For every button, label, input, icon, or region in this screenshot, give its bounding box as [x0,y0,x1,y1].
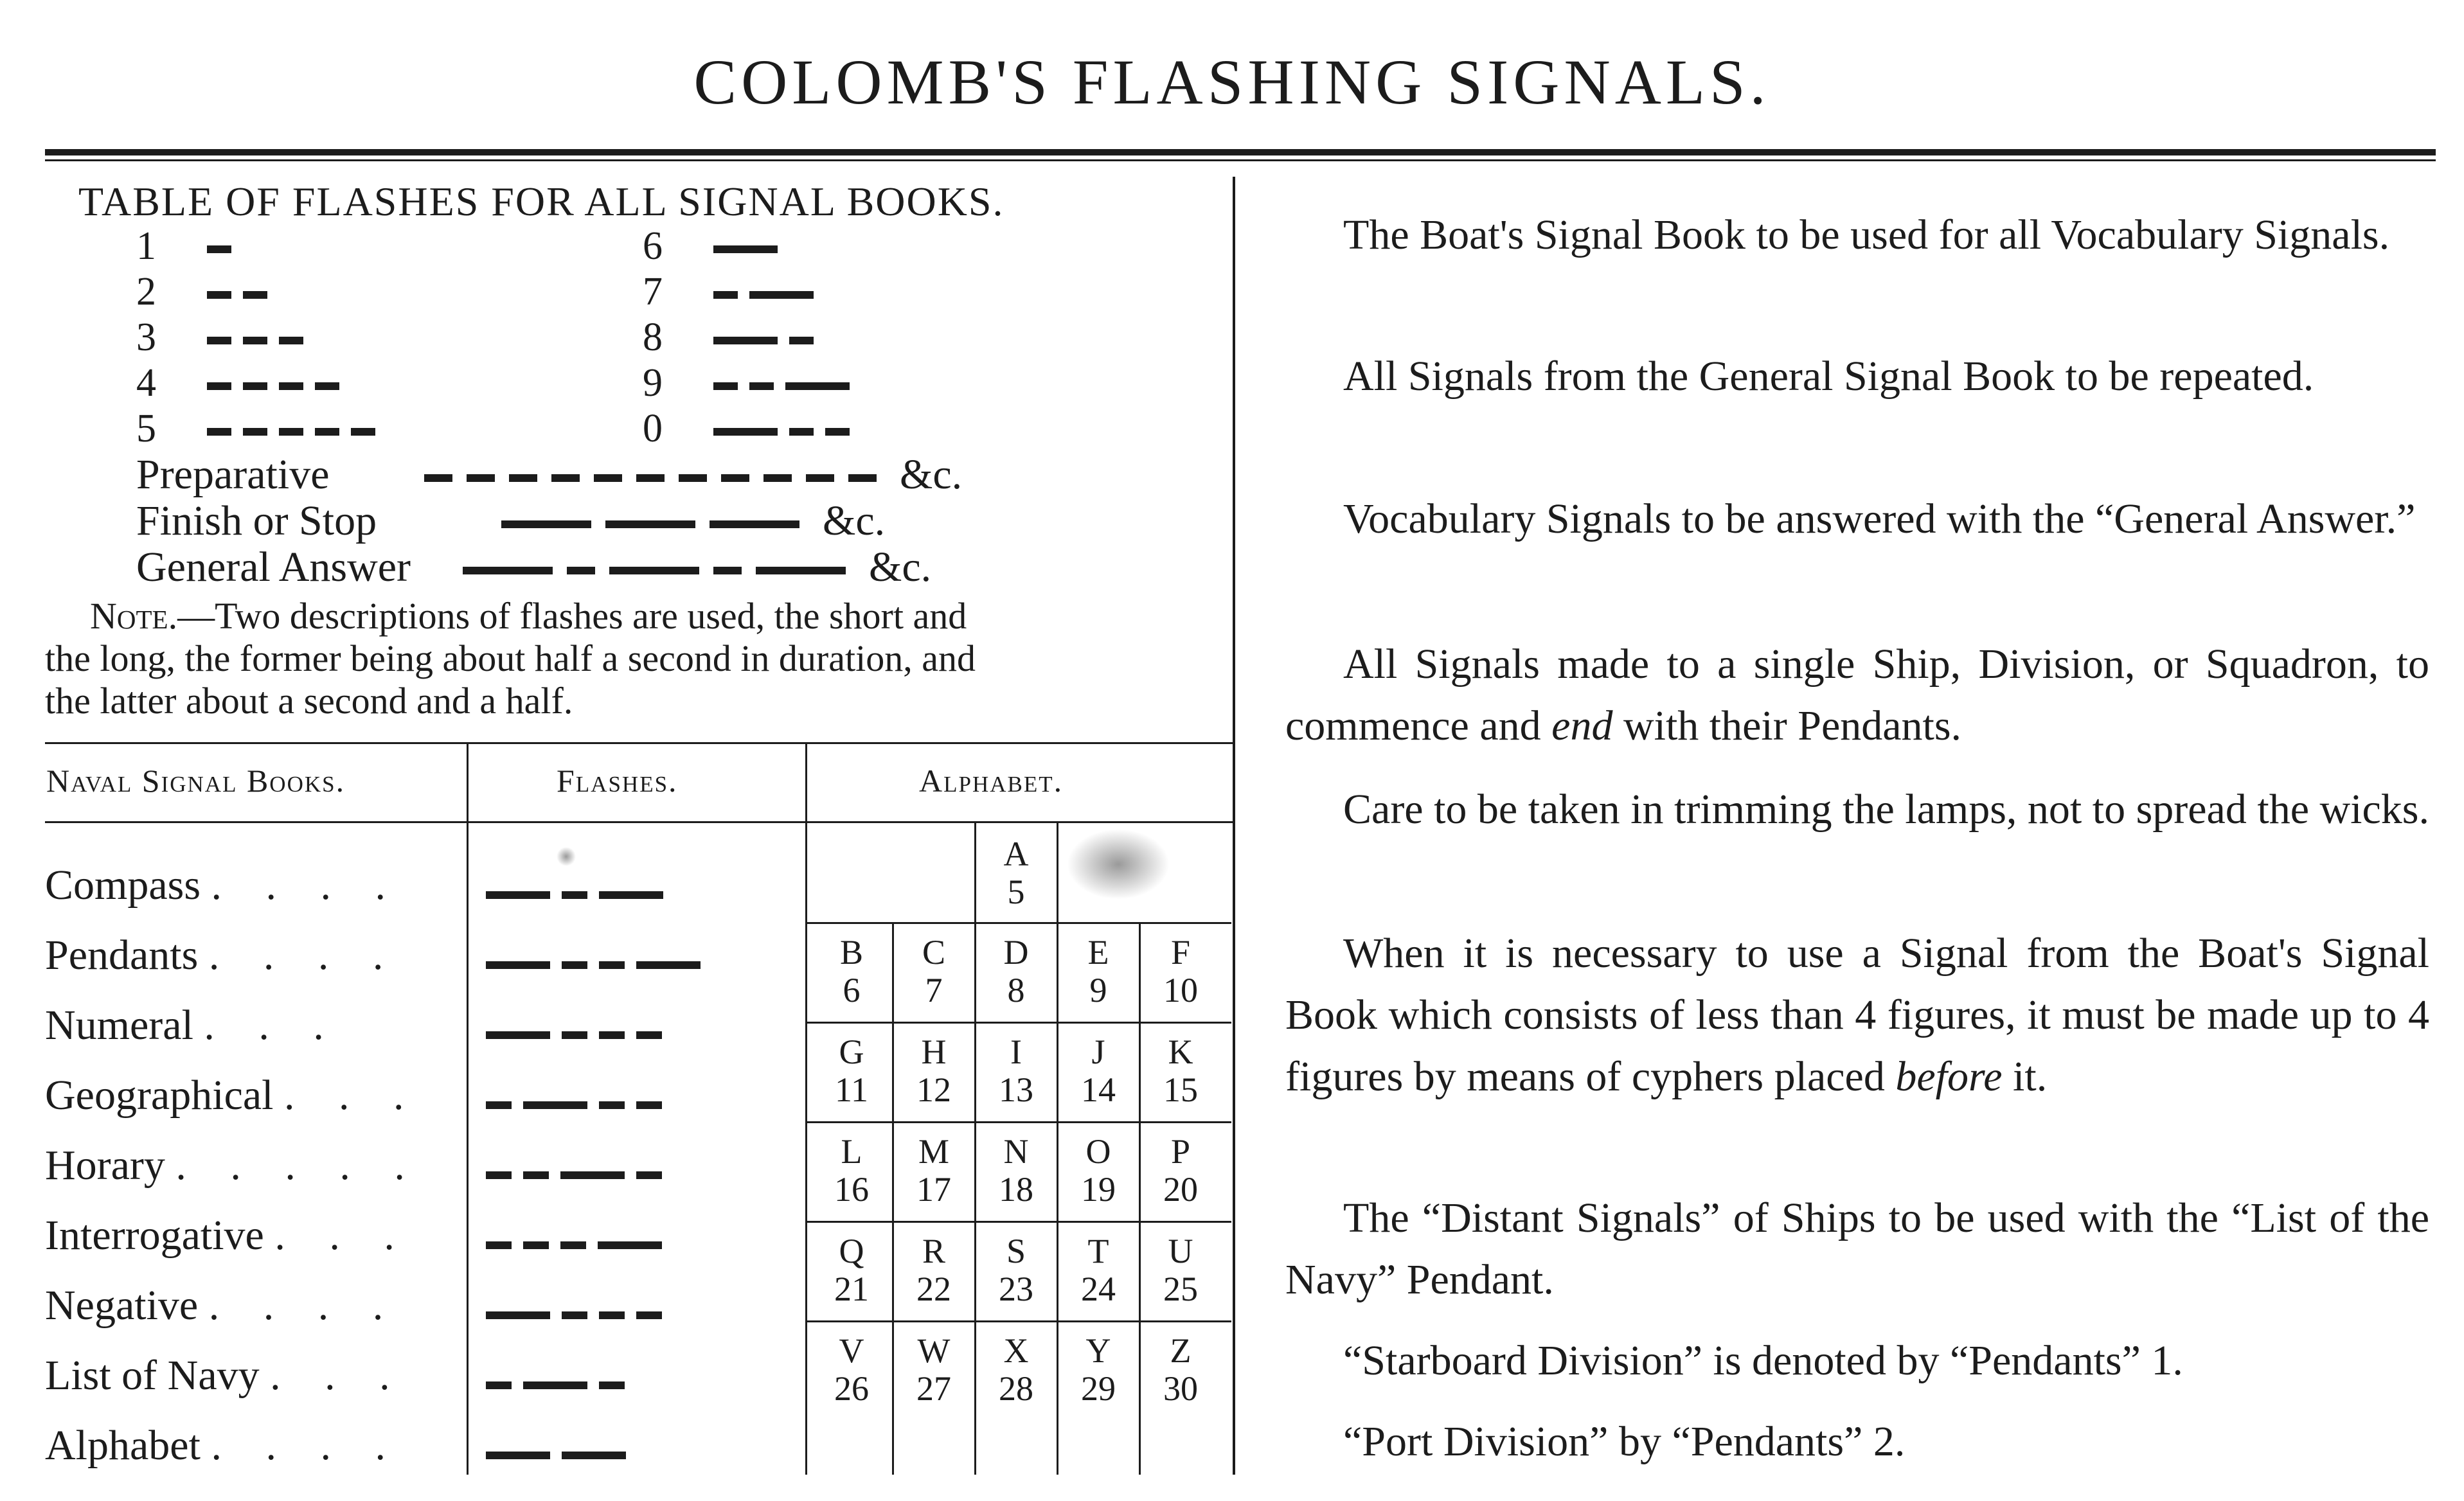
alphabet-letter: U [1168,1232,1193,1270]
short-flash [749,382,774,390]
alphabet-cell [1139,934,1222,1010]
instruction-paragraph [1285,488,2429,550]
alphabet-cell [892,1332,976,1408]
digit-label: 3 [136,315,156,359]
title-rule-thick [45,149,2436,155]
alphabet-cell [1057,1033,1140,1110]
alphabet-letter: O [1085,1132,1111,1171]
long-flash [523,1381,587,1389]
book-label: Compass [45,862,211,909]
book-name [45,1004,341,1047]
leader-dots: . . . . [208,1282,400,1329]
alphabet-number: 12 [916,1070,951,1110]
books-header-rule [45,821,1233,823]
special-suffix: &c. [823,497,886,544]
alphabet-row-rule [807,1320,1231,1322]
alphabet-number: 24 [1081,1270,1116,1309]
short-flash [467,474,495,482]
short-flash [599,1031,625,1039]
book-name [45,1214,411,1257]
short-flash [523,1241,549,1249]
long-flash [501,520,591,528]
instruction-paragraph [1285,1187,2429,1311]
instruction-emphasis: end [1551,702,1613,749]
short-flash [207,291,231,299]
short-flash [562,1311,587,1319]
digit-label: 1 [136,224,156,268]
instruction-text: Care to be taken in trimming the lamps, not to spread the wicks. [1343,786,2429,833]
alphabet-letter: H [921,1033,947,1071]
instruction-text: The Boat's Signal Book to be used for all Vocabulary Signals. [1343,211,2390,258]
digit-label: 8 [643,315,663,359]
flash-table-heading: TABLE OF FLASHES FOR ALL SIGNAL BOOKS. [78,179,1004,224]
alphabet-col-rule [1139,922,1141,1475]
note-text-1: —Two descriptions of flashes are used, the short and [177,595,967,637]
alphabet-cell [892,1232,976,1309]
book-name [45,1144,422,1187]
note-line-1 [90,595,967,637]
short-flash [713,291,738,299]
instruction-text: All Signals made to a single Ship, Division, or Squadron, to commence and [1285,641,2429,749]
short-flash [279,337,303,344]
alphabet-letter: B [839,933,864,972]
column-divider [1233,177,1235,1475]
alphabet-col-rule [1057,822,1058,1475]
short-flash [243,382,267,390]
instruction-text: “Port Division” by “Pendants” 2. [1343,1418,1906,1465]
instruction-text: with their Pendants. [1612,702,1962,749]
alphabet-letter: K [1168,1033,1193,1071]
alphabet-number: 27 [916,1369,951,1408]
alphabet-number: 11 [835,1070,868,1110]
instruction-paragraph [1285,779,2429,840]
digit-label: 4 [136,361,156,405]
alphabet-row-rule [807,1022,1231,1024]
alphabet-row-rule [807,922,1231,924]
alphabet-cell [1139,1332,1222,1408]
alphabet-letter: R [922,1232,946,1270]
alphabet-number: 28 [999,1369,1033,1408]
books-col-rule-1 [467,742,469,1475]
book-label: Interrogative [45,1212,275,1259]
alphabet-number: 25 [1163,1270,1198,1309]
book-name [45,934,400,977]
long-flash [713,245,778,253]
book-label: Numeral [45,1002,204,1049]
alphabet-row-rule [807,1121,1231,1123]
short-flash [594,474,622,482]
short-flash [243,337,267,344]
col-header-alphabet: Alphabet. [919,763,1064,799]
long-flash [486,961,550,969]
alphabet-letter: S [1006,1232,1026,1270]
short-flash [713,567,742,574]
book-name [45,1074,421,1117]
alphabet-letter: E [1087,933,1109,972]
instruction-text: When it is necessary to use a Signal from the Boat's Signal Book which consists of less than 4 figures, it must be made up to 4 figures by means of cyphers placed [1285,930,2429,1100]
special-label: Finish or Stop [136,497,377,544]
digit-label: 2 [136,270,156,314]
short-flash [560,1241,586,1249]
alphabet-letter: J [1091,1033,1105,1071]
leader-dots: . . . [284,1072,421,1119]
long-flash [599,891,663,899]
digit-label: 6 [643,224,663,268]
book-label: Pendants [45,932,209,979]
long-flash [749,291,814,299]
alphabet-letter: X [1003,1331,1029,1370]
book-label: Horary [45,1142,176,1189]
book-label: Alphabet [45,1422,211,1469]
note-label: Note. [90,595,178,637]
book-name [45,1422,402,1469]
alphabet-row-rule [807,1221,1231,1223]
alphabet-number: 18 [999,1170,1033,1209]
instruction-text: Vocabulary Signals to be answered with the “General Answer.” [1343,495,2416,542]
alphabet-number: 19 [1081,1170,1116,1209]
alphabet-letter: M [918,1132,949,1171]
alphabet-cell [1139,1033,1222,1110]
short-flash [207,428,231,436]
long-flash [486,1311,550,1319]
alphabet-letter: V [839,1331,864,1370]
short-flash [486,1171,512,1179]
leader-dots: . . . . [208,932,400,979]
short-flash [486,1101,512,1109]
short-flash [207,245,231,253]
short-flash [713,382,738,390]
alphabet-letter: I [1010,1033,1022,1071]
alphabet-number: 22 [916,1270,951,1309]
instruction-paragraph [1285,923,2429,1108]
alphabet-cell [810,1133,893,1209]
alphabet-cell [892,934,976,1010]
instruction-paragraph [1285,634,2429,757]
long-flash [636,961,701,969]
short-flash [721,474,749,482]
alphabet-letter: C [922,933,946,972]
short-flash [315,382,339,390]
long-flash [562,1452,626,1459]
short-flash [636,474,665,482]
book-label: Negative [45,1282,209,1329]
alphabet-number: 16 [834,1170,869,1209]
alphabet-letter: Q [839,1232,864,1270]
short-flash [279,382,303,390]
instruction-emphasis: before [1895,1053,2003,1100]
alphabet-cell [810,1332,893,1408]
digit-label: 9 [643,361,663,405]
short-flash [636,1031,662,1039]
alphabet-number: 30 [1163,1369,1198,1408]
long-flash [605,520,695,528]
alphabet-cell [974,1133,1058,1209]
short-flash [636,1311,662,1319]
book-name [45,864,402,907]
short-flash [315,428,339,436]
special-suffix: &c. [900,451,963,498]
instruction-paragraph [1285,204,2429,266]
short-flash [789,428,814,436]
short-flash [562,1031,587,1039]
alphabet-letter: P [1170,1132,1191,1171]
alphabet-cell [1057,934,1140,1010]
alphabet-cell [1057,1232,1140,1309]
digit-label: 5 [136,407,156,450]
short-flash [509,474,537,482]
alphabet-number: 5 [1007,873,1025,912]
title-rule-thin [45,159,2436,161]
short-flash [599,1381,625,1389]
alphabet-cell [974,835,1058,912]
short-flash [636,1101,662,1109]
short-flash [486,1381,512,1389]
alphabet-cell [1139,1133,1222,1209]
short-flash [279,428,303,436]
alphabet-number: 29 [1081,1369,1116,1408]
alphabet-letter: T [1087,1232,1109,1270]
alphabet-number: 6 [843,971,861,1010]
short-flash [763,474,792,482]
short-flash [207,337,231,344]
note-line-3: the latter about a second and a half. [45,680,573,722]
alphabet-number: 21 [834,1270,869,1309]
alphabet-letter: Y [1085,1331,1111,1370]
alphabet-col-rule [974,822,976,1475]
leader-dots: . . . [274,1212,411,1259]
leader-dots: . . . . [211,862,403,909]
short-flash [825,428,850,436]
short-flash [599,961,625,969]
short-flash [806,474,834,482]
books-col-rule-2 [805,742,807,1475]
alphabet-letter: F [1170,933,1191,972]
instruction-text: The “Distant Signals” of Ships to be used with the “List of the Navy” Pendant. [1285,1195,2429,1303]
alphabet-letter: N [1003,1132,1029,1171]
instruction-paragraph [1285,346,2429,407]
short-flash [207,382,231,390]
alphabet-cell [974,1332,1058,1408]
leader-dots: . . . . . [175,1142,422,1189]
short-flash [486,1241,512,1249]
short-flash [636,1171,662,1179]
alphabet-number: 7 [925,971,943,1010]
alphabet-letter: Z [1170,1331,1192,1370]
alphabet-cell [892,1133,976,1209]
short-flash [523,1171,549,1179]
digit-label: 0 [643,407,663,450]
alphabet-number: 20 [1163,1170,1198,1209]
short-flash [562,891,587,899]
long-flash [486,1031,550,1039]
long-flash [560,1171,625,1179]
long-flash [598,1241,662,1249]
digit-label: 7 [643,270,663,314]
short-flash [599,1101,625,1109]
alphabet-number: 9 [1089,971,1107,1010]
col-header-flashes: Flashes. [557,763,678,799]
long-flash [710,520,799,528]
alphabet-letter: D [1003,933,1029,972]
alphabet-cell [1057,1133,1140,1209]
alphabet-number: 23 [999,1270,1033,1309]
leader-dots: . . . . [211,1422,402,1469]
special-suffix: &c. [869,544,932,591]
alphabet-number: 10 [1163,971,1198,1010]
short-flash [679,474,707,482]
alphabet-cell [810,934,893,1010]
short-flash [551,474,580,482]
book-name [45,1354,407,1397]
alphabet-letter: L [841,1132,862,1171]
ink-blot [557,847,576,866]
long-flash [486,1452,550,1459]
short-flash [567,567,595,574]
alphabet-number: 17 [916,1170,951,1209]
long-flash [756,567,846,574]
alphabet-cell [974,934,1058,1010]
alphabet-number: 14 [1081,1070,1116,1110]
long-flash [713,337,778,344]
short-flash [789,337,814,344]
short-flash [848,474,877,482]
book-label: List of Navy [45,1352,271,1399]
book-label: Geographical [45,1072,284,1119]
short-flash [243,291,267,299]
instruction-text: All Signals from the General Signal Book to be repeated. [1343,353,2314,400]
short-flash [599,1311,625,1319]
alphabet-cell [974,1232,1058,1309]
short-flash [562,961,587,969]
short-flash [424,474,452,482]
long-flash [463,567,553,574]
alphabet-col-rule [892,922,894,1475]
instruction-paragraph [1285,1411,2429,1473]
alphabet-cell [810,1232,893,1309]
alphabet-letter: G [839,1033,864,1071]
alphabet-number: 15 [1163,1070,1198,1110]
alphabet-cell [1139,1232,1222,1309]
long-flash [609,567,699,574]
col-header-books: Naval Signal Books. [46,763,346,799]
alphabet-number: 26 [834,1369,869,1408]
long-flash [785,382,850,390]
special-label: General Answer [136,544,411,591]
alphabet-cell [1057,1332,1140,1408]
page-title: COLOMB'S FLASHING SIGNALS. [693,46,1771,118]
short-flash [351,428,375,436]
instruction-text: it. [2002,1053,2048,1100]
instruction-text: “Starboard Division” is denoted by “Pendants” 1. [1343,1337,2183,1384]
leader-dots: . . . [204,1002,341,1049]
leader-dots: . . . [270,1352,407,1399]
short-flash [243,428,267,436]
note-line-2: the long, the former being about half a second in duration, and [45,637,976,679]
alphabet-cell [974,1033,1058,1110]
long-flash [523,1101,587,1109]
long-flash [713,428,778,436]
alphabet-letter: A [1003,835,1029,873]
books-table-top-rule [45,742,1233,744]
long-flash [486,891,550,899]
alphabet-cell [810,1033,893,1110]
special-label: Preparative [136,451,330,498]
alphabet-cell [892,1033,976,1110]
ink-smudge [1067,829,1170,900]
alphabet-letter: W [917,1331,951,1370]
alphabet-number: 8 [1007,971,1025,1010]
alphabet-number: 13 [999,1070,1033,1110]
book-name [45,1284,400,1327]
instruction-paragraph [1285,1330,2429,1392]
